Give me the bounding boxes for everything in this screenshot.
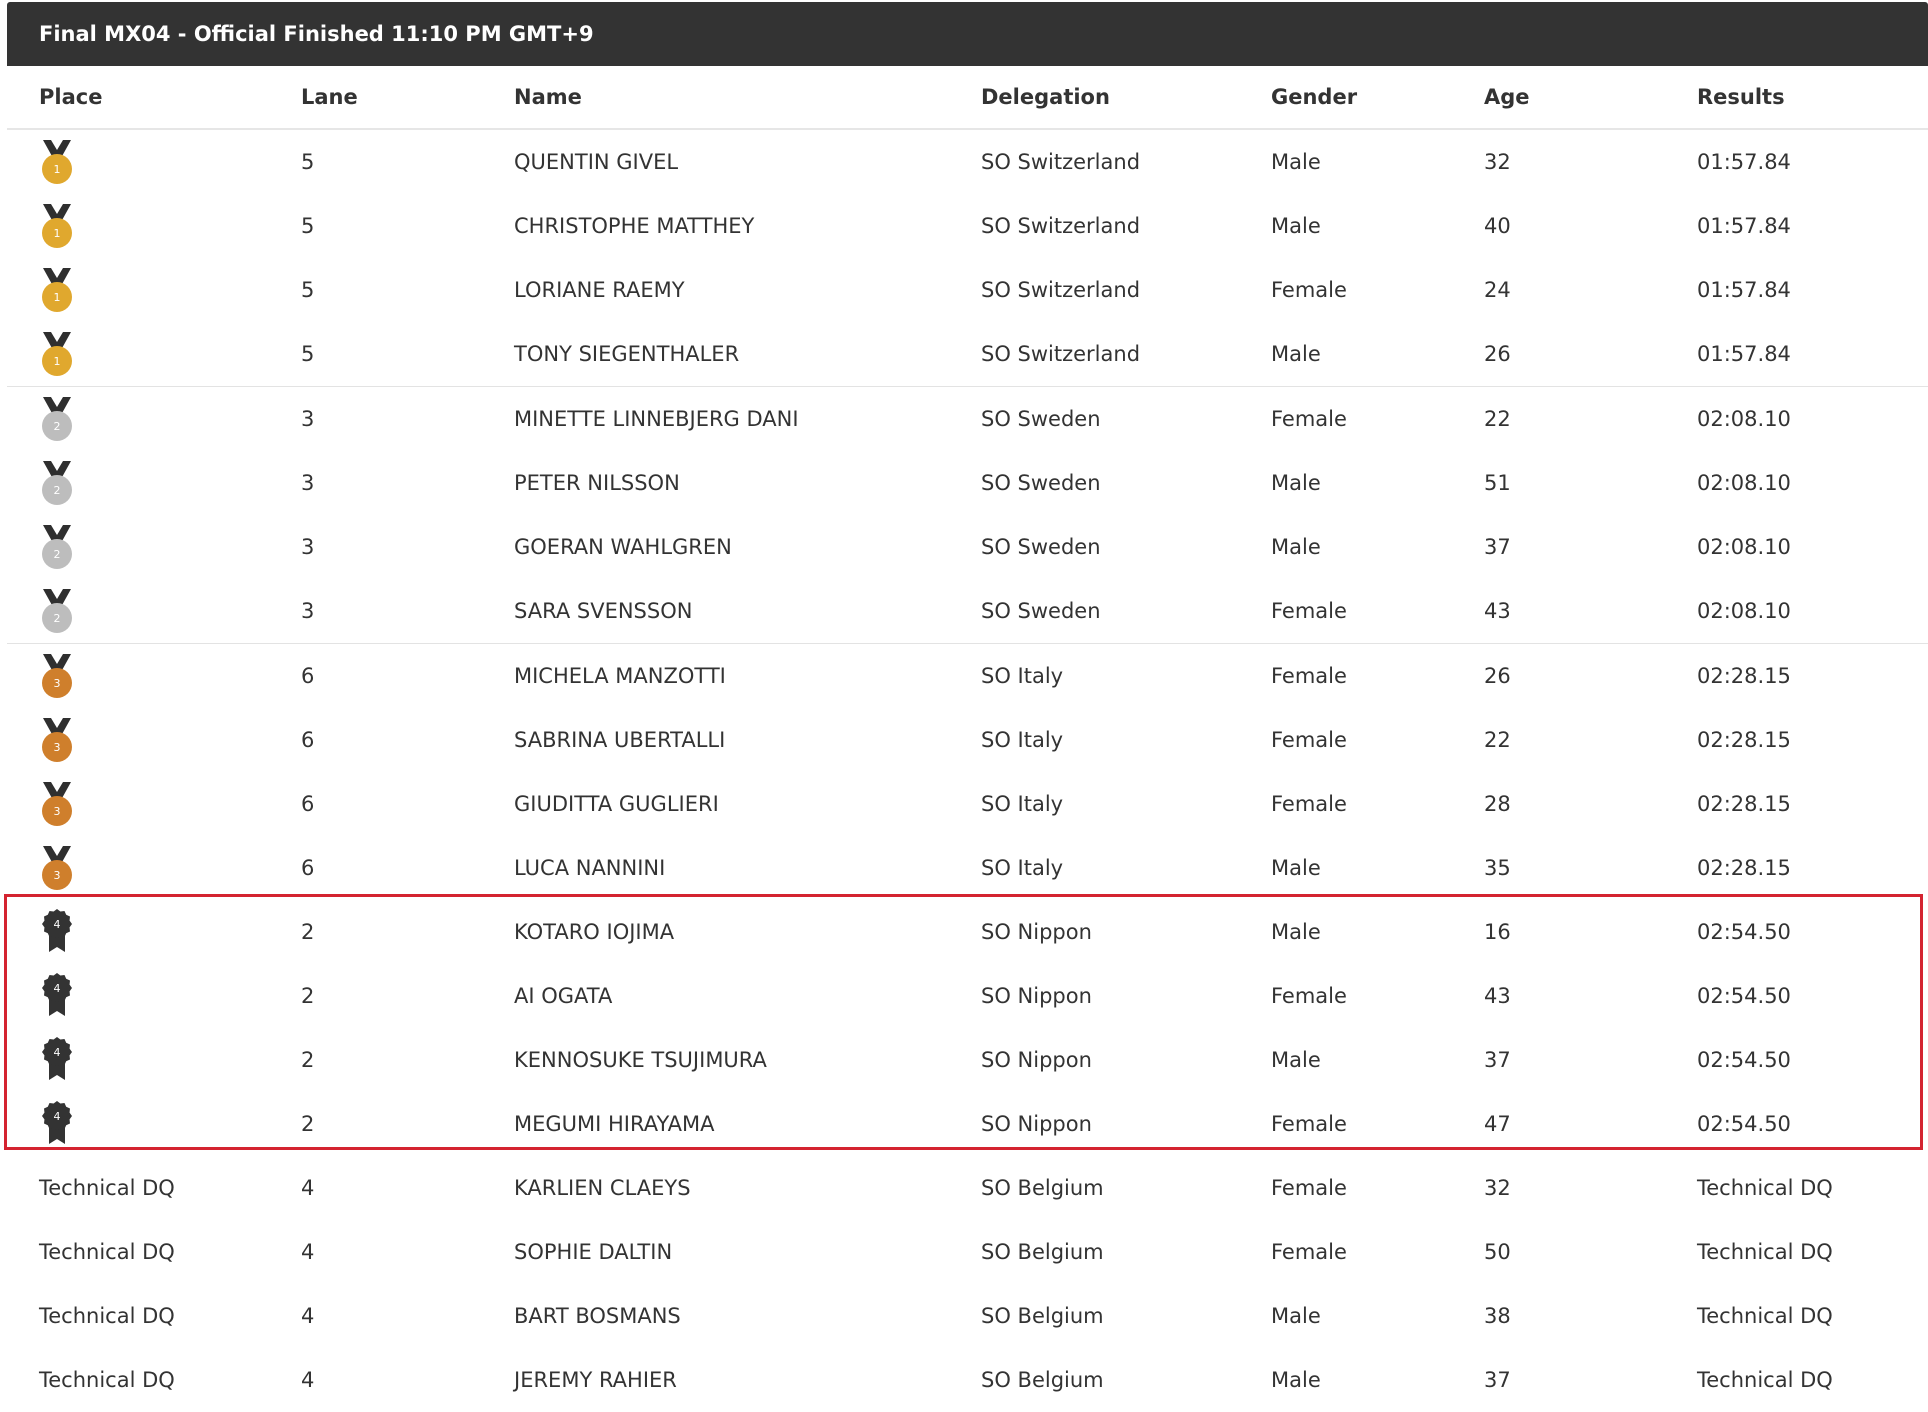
gender-cell: Female xyxy=(1271,1176,1347,1200)
bronze-medal-icon xyxy=(39,716,75,764)
column-header-place: Place xyxy=(39,85,103,109)
table-row xyxy=(7,772,1928,836)
table-row xyxy=(7,1348,1928,1412)
svg-text:4: 4 xyxy=(53,982,61,995)
table-row xyxy=(7,708,1928,772)
svg-text:1: 1 xyxy=(53,291,61,304)
silver-medal-icon xyxy=(39,587,75,635)
lane-cell: 6 xyxy=(301,664,315,688)
svg-text:1: 1 xyxy=(53,227,61,240)
table-row xyxy=(7,258,1928,322)
bronze-medal-icon xyxy=(39,780,75,828)
gender-cell: Female xyxy=(1271,599,1347,623)
gender-cell: Female xyxy=(1271,407,1347,431)
fourth-place-ribbon-icon xyxy=(39,972,75,1020)
delegation-cell: SO Italy xyxy=(981,728,1064,752)
lane-cell: 5 xyxy=(301,214,315,238)
gender-cell: Male xyxy=(1271,1048,1321,1072)
result-cell: 02:28.15 xyxy=(1697,856,1791,880)
age-cell: 32 xyxy=(1484,150,1511,174)
table-row xyxy=(7,1028,1928,1092)
table-row xyxy=(7,1156,1928,1220)
lane-cell: 5 xyxy=(301,150,315,174)
delegation-cell: SO Belgium xyxy=(981,1240,1104,1264)
name-cell: AI OGATA xyxy=(514,984,613,1008)
result-cell: 02:28.15 xyxy=(1697,728,1791,752)
delegation-cell: SO Belgium xyxy=(981,1304,1104,1328)
delegation-cell: SO Switzerland xyxy=(981,342,1141,366)
table-row xyxy=(7,1220,1928,1284)
delegation-cell: SO Sweden xyxy=(981,407,1101,431)
gold-medal-icon xyxy=(39,266,75,314)
place-cell: Technical DQ xyxy=(39,1368,175,1392)
lane-cell: 4 xyxy=(301,1176,315,1200)
fourth-place-ribbon-icon xyxy=(39,1100,75,1148)
age-cell: 37 xyxy=(1484,1368,1511,1392)
delegation-cell: SO Nippon xyxy=(981,920,1092,944)
column-header-delegation: Delegation xyxy=(981,85,1110,109)
name-cell: GOERAN WAHLGREN xyxy=(514,535,732,559)
bronze-medal-icon xyxy=(39,844,75,892)
column-header-lane: Lane xyxy=(301,85,358,109)
column-header-age: Age xyxy=(1484,85,1530,109)
table-row xyxy=(7,1092,1928,1156)
delegation-cell: SO Switzerland xyxy=(981,214,1141,238)
svg-text:3: 3 xyxy=(53,741,61,754)
gender-cell: Female xyxy=(1271,984,1347,1008)
lane-cell: 2 xyxy=(301,920,315,944)
result-cell: 01:57.84 xyxy=(1697,342,1791,366)
name-cell: BART BOSMANS xyxy=(514,1304,681,1328)
gender-cell: Male xyxy=(1271,150,1321,174)
name-cell: MICHELA MANZOTTI xyxy=(514,664,726,688)
svg-text:2: 2 xyxy=(53,612,61,625)
gender-cell: Male xyxy=(1271,1368,1321,1392)
table-row xyxy=(7,1284,1928,1348)
result-cell: 02:28.15 xyxy=(1697,664,1791,688)
delegation-cell: SO Italy xyxy=(981,792,1064,816)
age-cell: 26 xyxy=(1484,664,1511,688)
gender-cell: Male xyxy=(1271,920,1321,944)
lane-cell: 6 xyxy=(301,856,315,880)
event-title-bar xyxy=(7,2,1928,66)
gender-cell: Male xyxy=(1271,856,1321,880)
delegation-cell: SO Sweden xyxy=(981,471,1101,495)
svg-text:1: 1 xyxy=(53,355,61,368)
name-cell: SABRINA UBERTALLI xyxy=(514,728,726,752)
table-row xyxy=(7,900,1928,964)
gender-cell: Male xyxy=(1271,471,1321,495)
table-row xyxy=(7,643,1928,708)
result-cell: 02:08.10 xyxy=(1697,407,1791,431)
gender-cell: Female xyxy=(1271,1240,1347,1264)
gender-cell: Male xyxy=(1271,535,1321,559)
fourth-place-ribbon-icon xyxy=(39,908,75,956)
gold-medal-icon xyxy=(39,330,75,378)
name-cell: SARA SVENSSON xyxy=(514,599,693,623)
svg-text:2: 2 xyxy=(53,484,61,497)
lane-cell: 4 xyxy=(301,1304,315,1328)
gold-medal-icon xyxy=(39,202,75,250)
age-cell: 26 xyxy=(1484,342,1511,366)
table-row xyxy=(7,322,1928,386)
svg-text:3: 3 xyxy=(53,677,61,690)
age-cell: 38 xyxy=(1484,1304,1511,1328)
delegation-cell: SO Belgium xyxy=(981,1368,1104,1392)
age-cell: 37 xyxy=(1484,1048,1511,1072)
lane-cell: 3 xyxy=(301,471,315,495)
lane-cell: 6 xyxy=(301,792,315,816)
table-header xyxy=(7,66,1928,130)
lane-cell: 6 xyxy=(301,728,315,752)
delegation-cell: SO Switzerland xyxy=(981,150,1141,174)
gender-cell: Female xyxy=(1271,792,1347,816)
delegation-cell: SO Sweden xyxy=(981,535,1101,559)
silver-medal-icon xyxy=(39,395,75,443)
age-cell: 22 xyxy=(1484,407,1511,431)
lane-cell: 2 xyxy=(301,1048,315,1072)
age-cell: 16 xyxy=(1484,920,1511,944)
table-row xyxy=(7,579,1928,643)
lane-cell: 3 xyxy=(301,407,315,431)
delegation-cell: SO Italy xyxy=(981,664,1064,688)
result-cell: 02:54.50 xyxy=(1697,920,1791,944)
delegation-cell: SO Sweden xyxy=(981,599,1101,623)
delegation-cell: SO Switzerland xyxy=(981,278,1141,302)
column-header-gender: Gender xyxy=(1271,85,1358,109)
age-cell: 32 xyxy=(1484,1176,1511,1200)
table-row xyxy=(7,194,1928,258)
result-cell: Technical DQ xyxy=(1697,1368,1833,1392)
age-cell: 50 xyxy=(1484,1240,1511,1264)
name-cell: QUENTIN GIVEL xyxy=(514,150,679,174)
result-cell: Technical DQ xyxy=(1697,1304,1833,1328)
name-cell: KOTARO IOJIMA xyxy=(514,920,675,944)
name-cell: MINETTE LINNEBJERG DANI xyxy=(514,407,799,431)
name-cell: CHRISTOPHE MATTHEY xyxy=(514,214,755,238)
place-cell: Technical DQ xyxy=(39,1176,175,1200)
name-cell: JEREMY RAHIER xyxy=(514,1368,677,1392)
result-cell: 01:57.84 xyxy=(1697,214,1791,238)
age-cell: 37 xyxy=(1484,535,1511,559)
result-cell: 02:54.50 xyxy=(1697,1048,1791,1072)
place-cell: Technical DQ xyxy=(39,1304,175,1328)
table-row xyxy=(7,451,1928,515)
age-cell: 43 xyxy=(1484,599,1511,623)
svg-text:3: 3 xyxy=(53,805,61,818)
bronze-medal-icon xyxy=(39,652,75,700)
column-header-name: Name xyxy=(514,85,582,109)
silver-medal-icon xyxy=(39,523,75,571)
results-panel xyxy=(7,2,1928,1410)
gender-cell: Male xyxy=(1271,342,1321,366)
age-cell: 22 xyxy=(1484,728,1511,752)
name-cell: LUCA NANNINI xyxy=(514,856,666,880)
result-cell: 02:08.10 xyxy=(1697,471,1791,495)
gold-medal-icon xyxy=(39,138,75,186)
age-cell: 43 xyxy=(1484,984,1511,1008)
lane-cell: 3 xyxy=(301,599,315,623)
results-table-body xyxy=(7,130,1928,1412)
fourth-place-ribbon-icon xyxy=(39,1036,75,1084)
lane-cell: 5 xyxy=(301,342,315,366)
name-cell: MEGUMI HIRAYAMA xyxy=(514,1112,715,1136)
result-cell: 02:08.10 xyxy=(1697,535,1791,559)
svg-text:1: 1 xyxy=(53,163,61,176)
lane-cell: 4 xyxy=(301,1240,315,1264)
result-cell: Technical DQ xyxy=(1697,1176,1833,1200)
table-row xyxy=(7,386,1928,451)
name-cell: PETER NILSSON xyxy=(514,471,680,495)
name-cell: KENNOSUKE TSUJIMURA xyxy=(514,1048,767,1072)
lane-cell: 3 xyxy=(301,535,315,559)
result-cell: 01:57.84 xyxy=(1697,150,1791,174)
place-cell: Technical DQ xyxy=(39,1240,175,1264)
name-cell: GIUDITTA GUGLIERI xyxy=(514,792,719,816)
result-cell: 02:08.10 xyxy=(1697,599,1791,623)
silver-medal-icon xyxy=(39,459,75,507)
result-cell: 02:54.50 xyxy=(1697,1112,1791,1136)
lane-cell: 5 xyxy=(301,278,315,302)
age-cell: 35 xyxy=(1484,856,1511,880)
svg-text:4: 4 xyxy=(53,918,61,931)
result-cell: 02:28.15 xyxy=(1697,792,1791,816)
name-cell: LORIANE RAEMY xyxy=(514,278,685,302)
svg-text:4: 4 xyxy=(53,1110,61,1123)
svg-text:3: 3 xyxy=(53,869,61,882)
svg-text:2: 2 xyxy=(53,420,61,433)
age-cell: 51 xyxy=(1484,471,1511,495)
age-cell: 47 xyxy=(1484,1112,1511,1136)
lane-cell: 4 xyxy=(301,1368,315,1392)
svg-text:2: 2 xyxy=(53,548,61,561)
delegation-cell: SO Belgium xyxy=(981,1176,1104,1200)
result-cell: Technical DQ xyxy=(1697,1240,1833,1264)
table-row xyxy=(7,515,1928,579)
delegation-cell: SO Nippon xyxy=(981,984,1092,1008)
table-row xyxy=(7,964,1928,1028)
table-row xyxy=(7,836,1928,900)
lane-cell: 2 xyxy=(301,984,315,1008)
name-cell: KARLIEN CLAEYS xyxy=(514,1176,691,1200)
svg-text:4: 4 xyxy=(53,1046,61,1059)
gender-cell: Male xyxy=(1271,1304,1321,1328)
gender-cell: Male xyxy=(1271,214,1321,238)
delegation-cell: SO Nippon xyxy=(981,1112,1092,1136)
gender-cell: Female xyxy=(1271,1112,1347,1136)
age-cell: 40 xyxy=(1484,214,1511,238)
age-cell: 24 xyxy=(1484,278,1511,302)
table-row xyxy=(7,130,1928,194)
result-cell: 02:54.50 xyxy=(1697,984,1791,1008)
gender-cell: Female xyxy=(1271,728,1347,752)
name-cell: TONY SIEGENTHALER xyxy=(514,342,740,366)
age-cell: 28 xyxy=(1484,792,1511,816)
result-cell: 01:57.84 xyxy=(1697,278,1791,302)
lane-cell: 2 xyxy=(301,1112,315,1136)
event-title: Final MX04 - Official Finished 11:10 PM GMT+9 xyxy=(39,22,594,46)
delegation-cell: SO Italy xyxy=(981,856,1064,880)
column-header-results: Results xyxy=(1697,85,1785,109)
delegation-cell: SO Nippon xyxy=(981,1048,1092,1072)
name-cell: SOPHIE DALTIN xyxy=(514,1240,673,1264)
gender-cell: Female xyxy=(1271,278,1347,302)
gender-cell: Female xyxy=(1271,664,1347,688)
